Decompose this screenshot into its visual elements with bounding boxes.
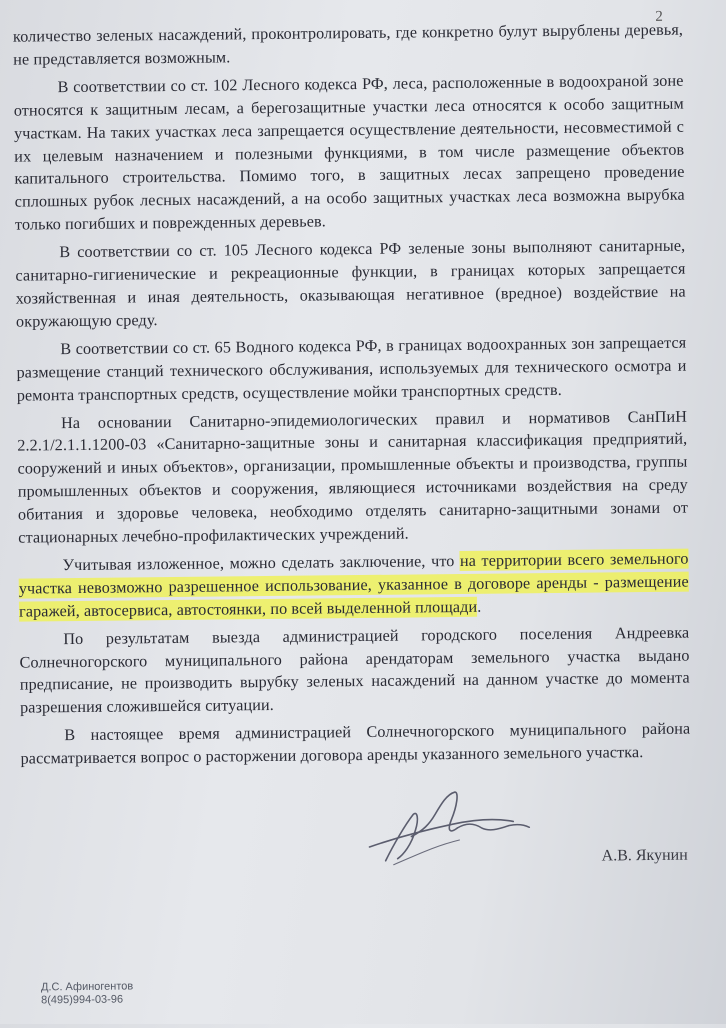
executor-phone: 8(495)994-03-96 <box>41 993 124 1007</box>
paragraph-forest-code-105: В соответствии со ст. 105 Лесного кодекса РФ зеленые зоны выполняют санитарные, санитарно-гигиенические и рекреационные функции, в границах которых запрещается хозяйственная и иная деятельность, оказывающая негативное (вредное) воздействие на окружающую среду. <box>15 236 686 331</box>
letter-body <box>13 19 691 771</box>
paragraph-inspection: По результатам выезда администрацией городского поселения Андреевка Солнечногорского муниципального района арендаторам земельного участка выдано предписание, не производить вырубку зеленых насаждений на данном участке до момента разрешения сложившейся ситуации. <box>19 623 690 717</box>
highlighted-conclusion: на территории всего земельного участка невозможно разрешенное использование, указанное в договоре аренды - размещение гаражей, автосервиса, автостоянки, по всей выделенной площади <box>18 549 689 621</box>
paragraph-lease-termination: В настоящее время администрацией Солнечногорского муниципального района рассматривается вопрос о расторжении договора аренды указанного земельного участка. <box>20 719 691 768</box>
page-number: 2 <box>655 8 663 25</box>
conclusion-lead: Учитывая изложенное, можно сделать заключение, что <box>62 551 461 575</box>
executor-name: Д.С. Афиногентов <box>40 980 134 994</box>
paragraph-conclusion <box>18 548 689 624</box>
paragraph-sanpin: На основании Санитарно-эпидемиологических правил и нормативов СанПиН 2.2.1/2.1.1.1200-03 «Санитарно-защитные зоны и санитарная классификация предприятий, сооружений и иных объектов», организации, промышленные объекты и производства, группы промышленных объектов и сооружения, являющиеся источниками воздействия на среду обитания и здоровье человека, необходимо отделять санитарно-защитными зонами от стационарных лечебно-профилактических учреждений. <box>17 407 689 547</box>
handwritten-signature <box>363 783 534 875</box>
paragraph-forest-code-102: В соответствии со ст. 102 Лесного кодекса РФ, леса, расположенные в водоохраной зоне относятся к защитным лесам, а берегозащитные участки леса относятся к особо защитным участкам. На таких участках леса запрещается осуществление деятельности, несовместимой с их целевым назначением и полезными функциями, в том числе размещение объектов капитального строительства. Помимо того, в защитных лесах запрещено проведение сплошных рубок лесных насаждений, а на особо защитных участках леса возможна вырубка только погибших и поврежденных деревьев. <box>13 71 685 234</box>
executor-block <box>41 980 134 1007</box>
signer-name: А.В. Якунин <box>601 846 688 865</box>
paragraph-water-code-65: В соответствии со ст. 65 Водного кодекса РФ, в границах водоохранных зон запрещается размещение станций технического обслуживания, используемых для технического осмотра и ремонта транспортных средств, осуществление мойки транспортных средств. <box>16 333 687 405</box>
conclusion-tail: . <box>477 597 482 616</box>
paragraph-continuation: количество зеленых насаждений, проконтролировать, где конкретно булут вырублены деревья, не представляется возможным. <box>12 20 684 69</box>
